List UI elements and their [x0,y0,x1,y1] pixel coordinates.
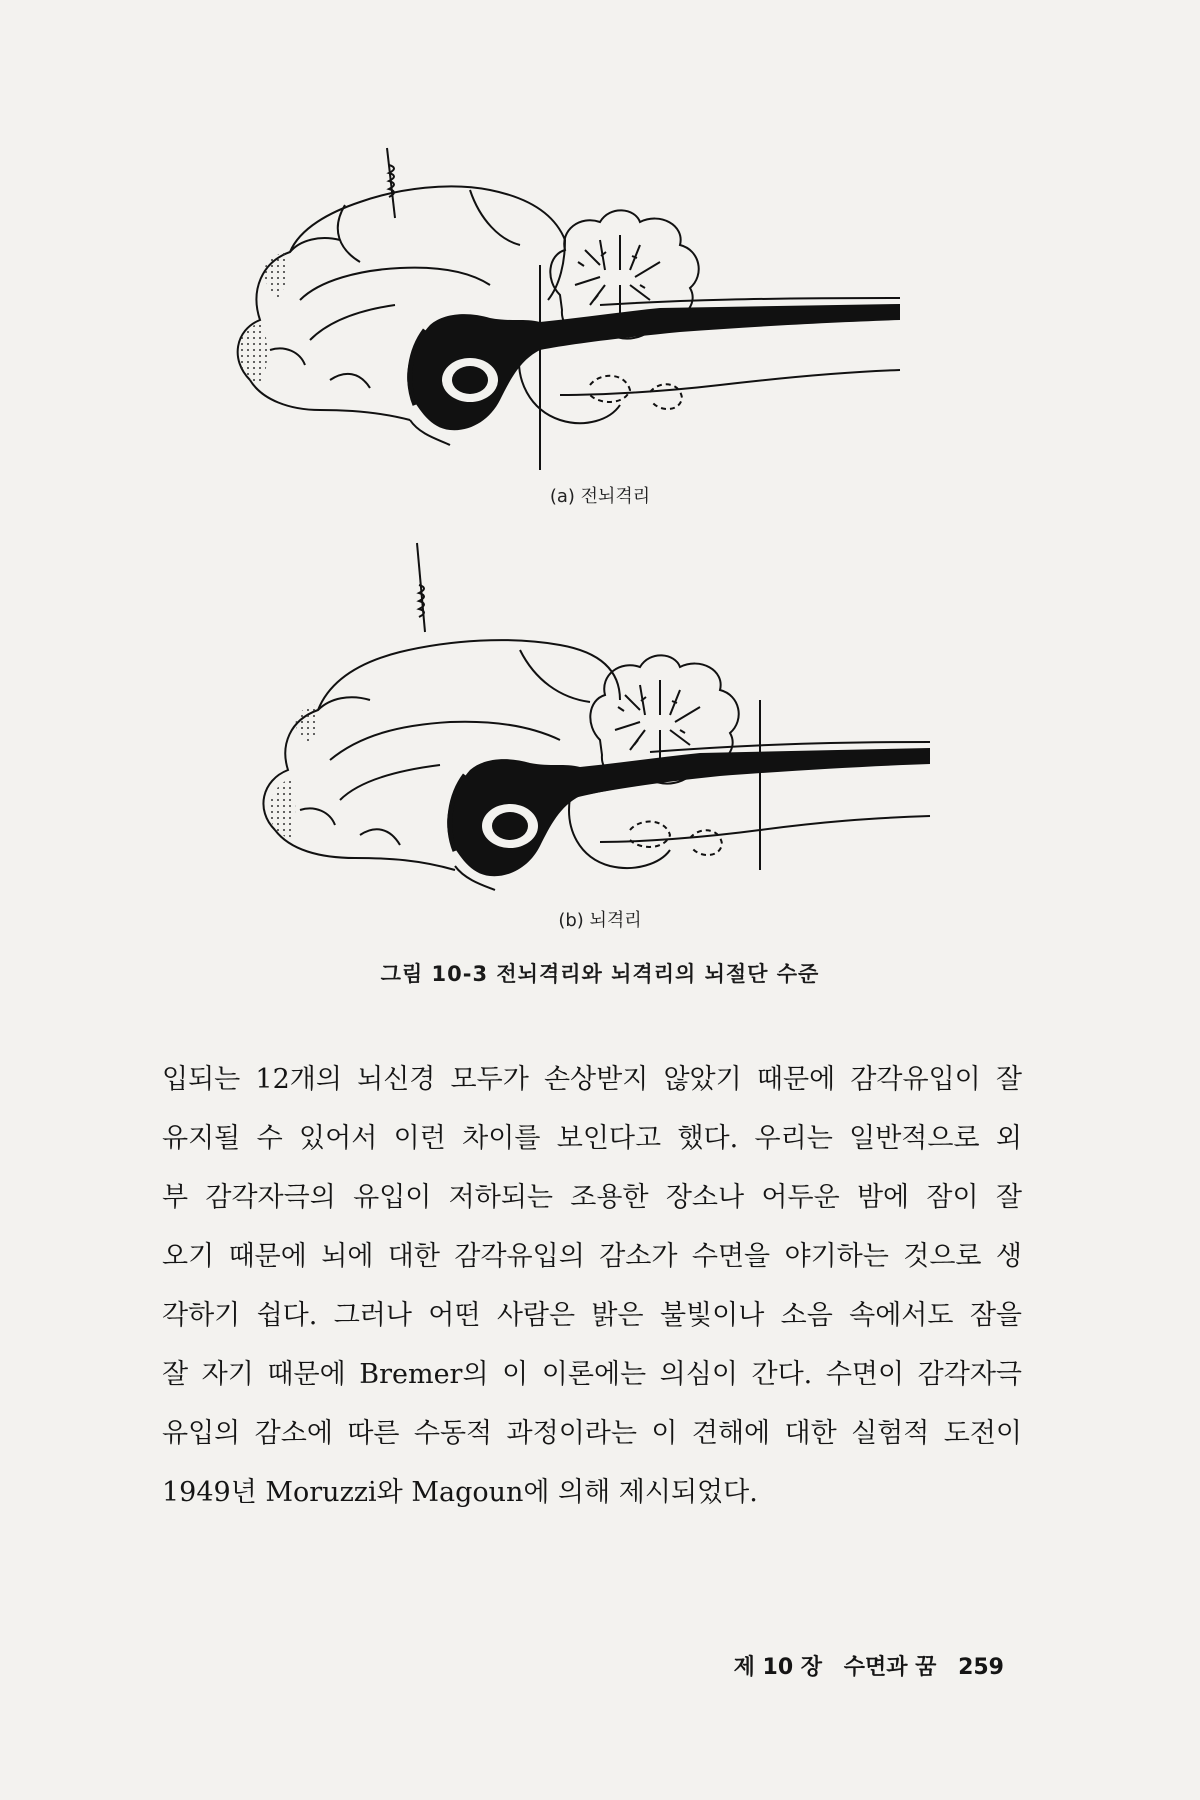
panel-a-label: (a) 전뇌격리 [549,486,651,507]
body-paragraph [162,1050,1022,1522]
body-line: 각하기 쉽다. 그러나 어떤 사람은 밝은 불빛이나 소음 속에서도 잠을 [162,1300,1022,1331]
body-line: 오기 때문에 뇌에 대한 감각유입의 감소가 수면을 야기하는 것으로 생 [162,1241,1022,1272]
body-line: 유입의 감소에 따른 수동적 과정이라는 이 견해에 대한 실험적 도전이 [162,1418,1022,1449]
page-number: 259 [958,1655,1004,1680]
chapter-title: 수면과 꿈 [843,1655,937,1680]
body-line: 1949년 Moruzzi와 Magoun에 의해 제시되었다. [162,1477,758,1508]
body-line: 부 감각자극의 유입이 저하되는 조용한 장소나 어두운 밤에 잠이 잘 [162,1182,1022,1213]
body-line: 유지될 수 있어서 이런 차이를 보인다고 했다. 우리는 일반적으로 외 [162,1123,1022,1154]
brain-diagram-a [238,148,900,470]
page-footer [720,1650,1004,1681]
chapter-number: 제 10 장 [733,1655,823,1680]
body-line: 입되는 12개의 뇌신경 모두가 손상받지 않았기 때문에 감각유입이 잘 [162,1064,1022,1095]
body-line: 잘 자기 때문에 Bremer의 이 이론에는 의심이 간다. 수면이 감각자극 [162,1359,1022,1390]
figure-caption: 그림 10-3 전뇌격리와 뇌격리의 뇌절단 수준 [380,962,820,986]
panel-b-label: (b) 뇌격리 [558,910,642,931]
brain-diagram-b [263,543,930,890]
